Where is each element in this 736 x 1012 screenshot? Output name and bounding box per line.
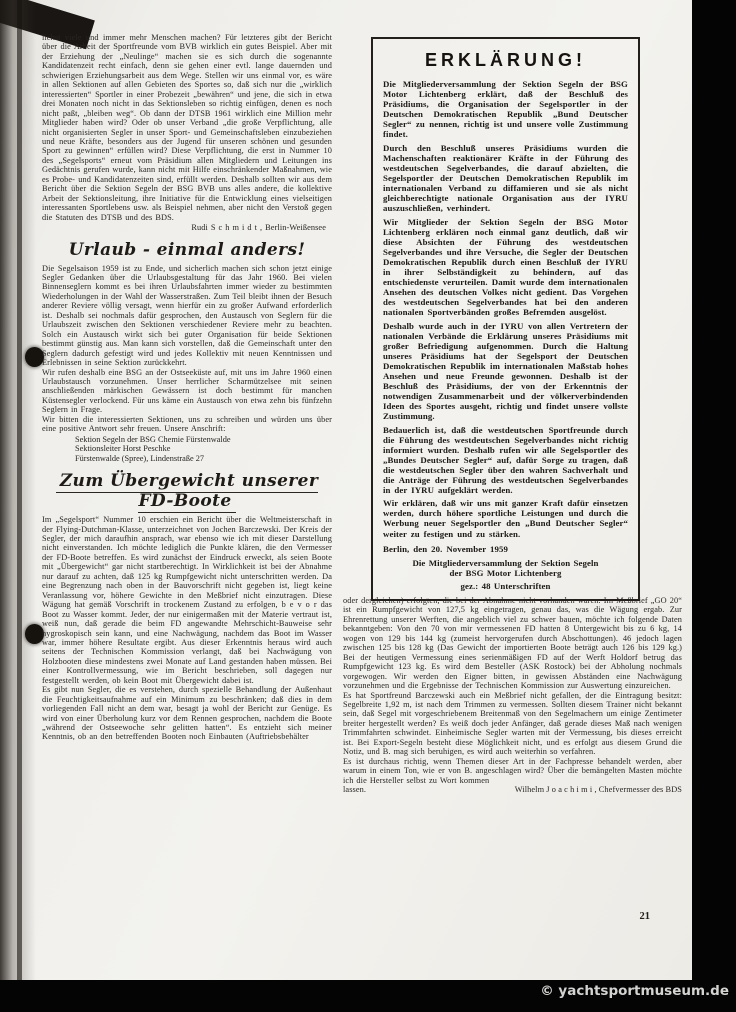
erklaerung-signatures-line: gez.: 48 Unterschriften — [460, 580, 551, 591]
fd-continued-paragraph-3: Es ist durchaus richtig, wenn Themen dieser Art in der Fachpresse behandelt werden, aber warum in einem Ton, wie er von B. angeschlagen wird? Über die bemängelten Masten möchte ich die Hersteller selbst zu Wort kommen — [343, 756, 682, 785]
urlaub-paragraph-1: Die Segelsaison 1959 ist zu Ende, und sicherlich machen sich schon jetzt einige Segler Gedanken über die Urlaubsgestaltung für das Jahr 1960. Bei vielen Binnenseglern kommt es bei ihren Urlaubsfahrten immer wieder zu bestimmten Wiederholungen in der Wahl der Wasserstraßen. Zum Teil bleibt ihnen der Besuch anderer Reviere völlig versagt, wenn hierfür ein zu großer Aufwand erforderlich ist. Deshalb sei nochmals dafür gesprochen, den Austausch von Seglern für die Urlaubszeit zwischen den Sektionen verschiedener Reviere mehr zu beachten. Solch ein Austausch wirkt sich bei guter Organisation für beide Sektionen bestimmt günstig aus. Man kann sich vorstellen, daß die Gemeinschaft unter den Seglern dadurch gefestigt wird und jedes Kollektiv mit neuen Kenntnissen und Erlebnissen in seine Sektion zurückkehrt. — [42, 263, 332, 368]
fd-continued-paragraph-1: oder dergleichen) erfolgten, die bei der Abnahme nicht vorhanden waren. Im Meßbrief „GO 20“ ist ein Rumpfgewicht von 127,5 kg eingetragen, genau das, was die Wägung ergab. Zur Ehrenrettung unserer Werften, die angeblich viel zu schwer bauen, möchte ich folgende Daten bekanntgeben: Von den 70 von mir vermessenen FD hatten 8 Untergewicht bis zu 6 kg, 14 wogen von 129 bis 144 kg (zumeist hervorgerufen durch Abschottungen). 46 jedoch lagen zwischen 125 bis 128 kg (Das Gewicht der importierten Boote beträgt auch 126 bis 129 kg.) Bei der heutigen Vermessung eines serienmäßigen FD auf der Werft Holdorf betrug das Rumpfgewicht 123 kg. Es wird dem Besteller (ASK Rostock) bei der Abholung nochmals vorgewogen. Wir werden den Eigner bitten, in gewissen Abständen eine Nachwägung vorzunehmen und die Ergebnisse der Technischen Kommission zur Auswertung einzureichen. — [343, 596, 682, 691]
erklaerung-paragraph-2: Durch den Beschluß unseres Präsidiums wurden die Machenschaften reaktionärer Kräfte in der Führung des westdeutschen Segelverbandes, die darauf abzielten, die Segelsportler der Deutschen Demokratischen Republik im internationalen Verband zu diffamieren und sie als nicht gleichberechtigte nationale Organisation aus der IYRU auszuschließen, verhindert. — [383, 142, 628, 214]
address-line-1: Sektion Segeln der BSG Chemie Fürstenwalde — [75, 434, 231, 444]
fd-article-title-text: Zum Übergewicht unserer FD-Boote — [56, 471, 318, 513]
erklaerung-paragraph-6: Wir erklären, daß wir uns mit ganzer Kraft dafür einsetzen werden, durch höhere sportliche Leistungen und durch die Werbung neuer Segelsportler den „Bund Deutscher Segler“ weiter zu festigen und zu stärken. — [383, 498, 628, 539]
erklaerung-paragraph-1: Die Mitgliederversammlung der Sektion Segeln der BSG Motor Lichtenberg erklärt, daß der Beschluß des Präsidiums, die Organisation der Segelsportler in der Deutschen Demokratischen Republik „Bund Deutscher Segler“ zu nennen, richtig ist und unsere volle Zustimmung findet. — [383, 79, 628, 140]
urlaub-paragraph-2: Wir rufen deshalb eine BSG an der Ostseeküste auf, mit uns im Jahre 1960 einen Urlaubstausch vorzunehmen. Unser herrlicher Scharmützelsee mit seinen anschließenden märkischen Gewässern ist doch bestimmt für manchen Küstensegler verlockend. Für uns käme ein Austausch von etwa zehn bis fünfzehn Seglern in Frage. — [42, 367, 332, 415]
scan-black-edge-right — [692, 0, 736, 1012]
bvb-article-signature: Rudi S c h m i d t , Berlin-Weißensee — [191, 223, 326, 233]
erklaerung-paragraph-3: Wir Mitglieder der Sektion Segeln der BSG Motor Lichtenberg erklären noch einmal ganz deutlich, daß wir diese Absichten der Führung des westdeutschen Segelverbandes und ihre Versuche, die Segler der Deutschen Demokratischen Republik durch einen Beschluß der IYRU in ihrer Selbständigkeit zu behindern, auf das entschiedenste verurteilen. Damit wurde dem internationalen Ansehen des deutschen Volkes nicht gedient. Das Vorgehen des westdeutschen Segelverbandes hat bei den anderen nationalen Sportverbänden großes Befremden ausgelöst. — [383, 216, 628, 318]
spine-line — [17, 0, 22, 981]
urlaub-paragraph-3: Wir bitten die interessierten Sektionen, uns zu schreiben und würden uns über eine positive Antwort sehr freuen. Unsere Anschrift: — [42, 414, 332, 434]
watermark-text: © yachtsportmuseum.de — [540, 983, 729, 999]
fd-paragraph-2: Es gibt nun Segler, die es verstehen, durch spezielle Behandlung der Außenhaut die Feuchtigkeitsaufnahme auf ein Minimum zu beschränken; daß dies in dem vorliegenden Fall nicht an dem war, besagt ja wohl der Bericht zur Genüge. Es wird von einer Überholung kurz vor dem Rennen gesprochen, nachdem die Boote „während der Ostseewoche sehr gelitten hatten“. Es entzieht sich meiner Kenntnis, ob an den betreffenden Booten noch Einbauten (Auftriebsbehälter — [42, 685, 332, 742]
erklaerung-date-line: Berlin, den 20. November 1959 — [383, 543, 508, 554]
address-line-2: Sektionsleiter Horst Peschke — [75, 444, 171, 454]
fd-continued-paragraph-2: Es hat Sportfreund Barczewski auch ein Meßbrief nicht gefallen, der die Eintragung besitzt: Segelbreite 1,92 m, ist nach dem Trimmen zu vermessen. Sollten diesem Trainer nicht bekannt sein, daß Segel mit vorgeschriebenem Breitenmaß von den Segelmachern um einige Zentimeter breiter hergestellt werden? Es weiß doch jeder Anfänger, daß gerade dieses Maß nach wenigen Trimmfahrten schwindet. Einheimische Segler warten mit der Vermessung, bis dieses erreicht ist. Bei Export-Segeln besteht diese Möglichkeit nicht, und es erfolgt aus diesem Grund die Notiz, und B. mag sich beruhigen, es wird auch weiterhin so verfahren. — [343, 690, 682, 757]
address-line-3: Fürstenwalde (Spree), Lindenstraße 27 — [75, 454, 205, 464]
page-number: 21 — [639, 911, 650, 922]
address-block — [75, 435, 332, 464]
left-column — [42, 33, 332, 742]
right-column-continued — [343, 596, 682, 795]
fd-continued-signature-row — [343, 785, 682, 794]
erklaerung-paragraph-5: Bedauerlich ist, daß die westdeutschen Sportfreunde durch die Führung des westdeutschen Segelverbandes nicht richtig informiert wurden. Deshalb rufen wir alle Segelsportler des „Bundes Deutscher Segler“ auf, dafür Sorge zu tragen, daß die westdeutschen Segler über den wahren Sachverhalt und die Anträge der Führung des westdeutschen Segelverbandes in der IYRU aufgeklärt werden. — [383, 424, 628, 495]
erklaerung-closing-line-1: Die Mitgliederversammlung der Sektion Segeln — [412, 557, 599, 568]
fd-article-title — [42, 471, 332, 511]
erklaerung-box — [371, 37, 640, 601]
erklaerung-paragraph-4: Deshalb wurde auch in der IYRU von allen Vertretern der nationalen Verbände die Erklärung unseres Präsidiums mit großer Befriedigung aufgenommen. Durch die Haltung unseres Präsidiums hat der Segelsport der Deutschen Demokratischen Republik im internationalen Maßstab hohes Ansehen und neue Freunde gewonnen. Deshalb ist der Beschluß des Präsidiums, der von der Erkenntnis der notwendigen Zusammenarbeit und der völkerverbindenden Ideen des Sportes ausgeht, richtig und findet unsere vollste Zustimmung. — [383, 320, 628, 421]
erklaerung-closing-line-2: der BSG Motor Lichtenberg — [449, 567, 562, 578]
fd-paragraph-1: Im „Segelsport“ Nummer 10 erschien ein Bericht über die Weltmeisterschaft in der Flying-Dutchman-Klasse, unterzeichnet von Jochen Barczewski. Der Kreis der Segler, der mich daraufhin ansprach, war ebenso wie ich mit dieser Darstellung nicht einverstanden. Ich möchte lediglich die Punkte klären, die den Vermesser der FD-Boote betreffen. Es wird zunächst der Eindruck erweckt, als seien Boote mit „Übergewicht“ gar nicht startberechtigt. In Wirklichkeit ist bei der Abnahme nur darauf zu achten, daß 125 kg Rumpfgewicht nicht unterschritten werden. Da eine Begrenzung nach oben in der Bauvorschrift nicht gegeben ist, liegt keine Veranlassung vor, höhere Gewichte in den Meßbrief nicht einzutragen. Diese Wägung hat gemäß Vorschrift in trockenem Zustand zu erfolgen, b e v o r das Boot zu Wasser kommt. Jeder, der nur einigermaßen mit der Materie vertraut ist, weiß nun, daß gerade die beim FD angewandte Mehrschicht-Bauweise sehr hygroskopisch sein kann, und eine Nachwägung, nachdem das Boot im Wasser war, immer höhere Resultate ergibt. Aus dieser Erkenntnis heraus wird auch seitens der Technischen Kommission verlangt, daß bei Nachwägung von Holzbooten diese mindestens zwei Monate auf Land gestanden haben müssen. Bei einer Kontrollvermessung, wie im Bericht beschrieben, soll dagegen nur festgestellt werden, ob kein Boot mit Übergewicht dabei ist. — [42, 515, 332, 685]
bvb-article-body: lichst viele und immer mehr Menschen machen? Für letzteres gibt der Bericht über die Arbeit der Sportfreunde vom BVB wirklich ein gutes Beispiel. Aber mit der Erziehung der „Neulinge“ machen sie es sich durch die sogenannte Kandidatenzeit recht einfach, denn sie gehen einer evtl. lange dauernden und schwierigen Erziehungsarbeit aus dem Wege. Stellen wir uns einmal vor, es wäre in allen Sektionen auf allen Gebieten des Sportes so, daß sich nur die „wirklich interessierten“ Sportler in einer Probezeit „bewähren“ und jene, die sich in etwa drei Monaten noch nicht in das Sektionsleben so richtig einfügen, denen es noch nicht paßt, „bleiben weg“. Ob dann der DTSB 1961 wirklich eine Million mehr Mitglieder haben wird? Oder ob unser Verband „die große Verpflichtung, alle nicht organisierten Segler in unser Sport- und Gemeinschaftsleben einzubeziehen und neue Kräfte, besonders aus der Jugend für unseren schönen und gesunden Sport zu gewinnen“ erfüllen wird? Diese Verpflichtung, die erst in Nummer 10 des „Segelsports“ erneut vom Präsidium allen Mitgliedern und Leitungen ins Gedächtnis gerufen wurde, kann nicht mit Hilfe einschränkender Maßnahmen, wie es Probe- und Kandidatenzeiten sind, erfüllt werden. Deshalb sollten wir aus dem Bericht über die Sektion Segeln der BSG BVB uns alles andere, die kollektive Arbeit der Sektionsleitung, ihre Initiative für die Entwicklung eines vielseitigen interessanten Sportlebens usw. als Beispiel nehmen, aber nicht den Verstoß gegen die Statuten des DTSB und des BDS. — [42, 33, 332, 222]
fd-continued-last-word: lassen. — [343, 785, 367, 795]
urlaub-article-title: Urlaub - einmal anders! — [68, 239, 306, 260]
erklaerung-title: ERKLÄRUNG! — [425, 50, 586, 70]
fd-continued-signature: Wilhelm J o a c h i m i , Chefvermesser des BDS — [514, 785, 682, 795]
